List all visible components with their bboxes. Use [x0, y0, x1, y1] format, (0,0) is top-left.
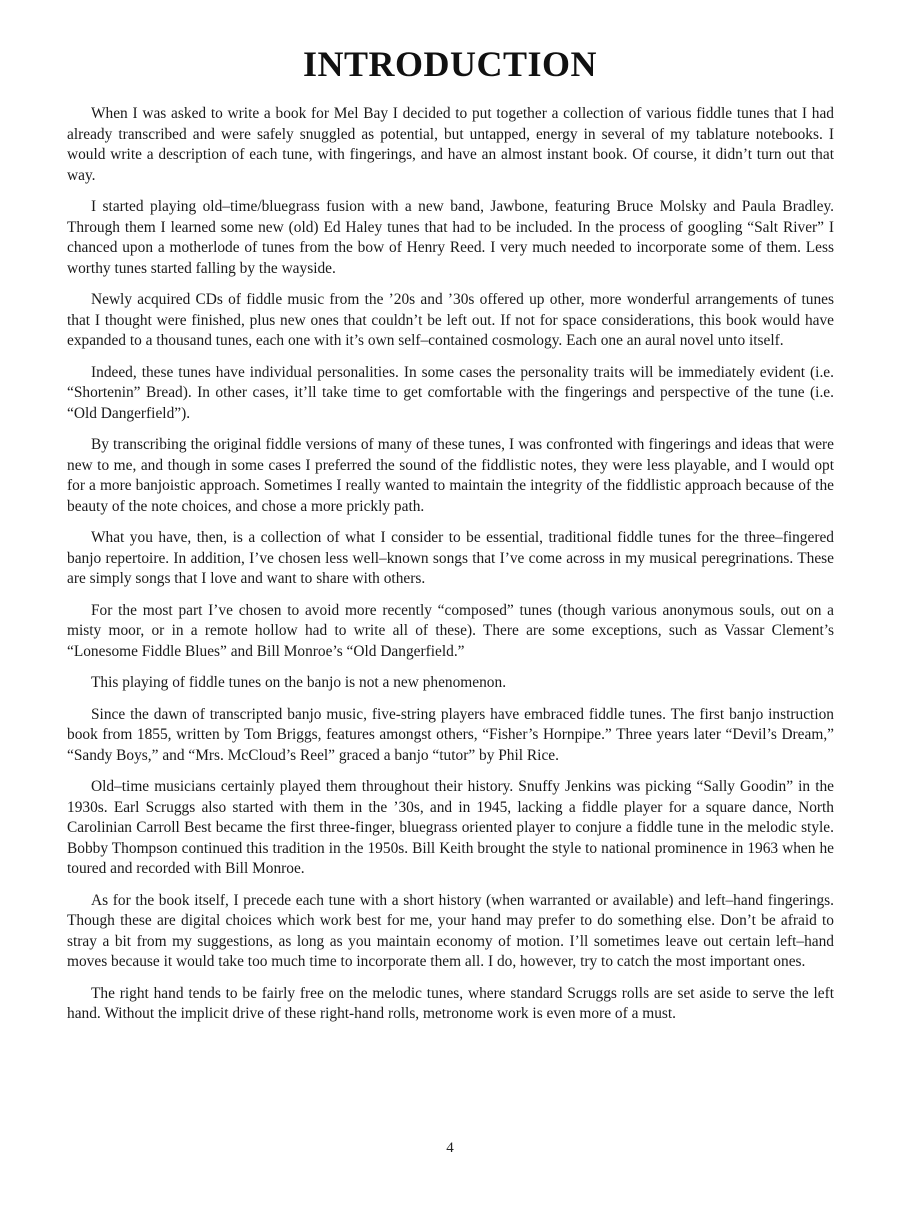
paragraph-8: This playing of fiddle tunes on the banjo is not a new phenomenon.: [91, 674, 507, 691]
paragraph-12: The right hand tends to be fairly free on the melodic tunes, where standard Scruggs rolls are set aside to serve the left hand. Without the implicit drive of these right-hand rolls, metronome work is even more of a must.: [67, 984, 834, 1022]
paragraph-2: I started playing old–time/bluegrass fusion with a new band, Jawbone, featuring Bruce Molsky and Paula Bradley. Through them I learned some new (old) Ed Haley tunes that had to be included. In the process of googling “Salt River” I chanced upon a motherlode of tunes from the bow of Henry Reed. I very much needed to incorporate some of them. Less worthy tunes started falling by the wayside.: [67, 198, 834, 277]
paragraph-1: When I was asked to write a book for Mel Bay I decided to put together a collection of various fiddle tunes that I had already transcribed and were safely snuggled as potential, but untapped, energy in several of my tablature notebooks. I would write a description of each tune, with fingerings, and have an almost instant book. Of course, it didn’t turn out that way.: [67, 105, 834, 184]
paragraph-10: Old–time musicians certainly played them throughout their history. Snuffy Jenkins was picking “Sally Goodin” in the 1930s. Earl Scruggs also started with them in the ’30s, and in 1945, lacking a fiddle player for a square dance, North Carolinian Carroll Best became the first three-finger, bluegrass oriented player to conjure a fiddle tune in the melodic style. Bobby Thompson continued this tradition in the 1950s. Bill Keith brought the style to national prominence in 1963 when he toured and recorded with Bill Monroe.: [67, 778, 834, 877]
paragraph-4: Indeed, these tunes have individual personalities. In some cases the personality traits will be immediately evident (i.e. “Shortenin” Bread). In other cases, it’ll take time to get comfortable with the fingerings and perspective of the tune (i.e. “Old Dangerfield”).: [67, 363, 834, 422]
paragraph-5: By transcribing the original fiddle versions of many of these tunes, I was confronted with fingerings and ideas that were new to me, and though in some cases I preferred the sound of the fiddlistic notes, they were less playable, and I would opt for a more banjoistic approach. Sometimes I really wanted to maintain the integrity of the fiddlistic approach because of the beauty of the note choices, and chose a more prickly path.: [67, 436, 834, 515]
paragraph-11: As for the book itself, I precede each tune with a short history (when warranted or available) and left–hand fingerings. Though these are digital choices which work best for me, your hand may prefer to do something else. Don’t be afraid to stray a bit from my suggestions, as long as you maintain economy of motion. I’ll sometimes leave out certain left–hand moves because it would take too much time to incorporate them all. I do, however, try to catch the most important ones.: [67, 891, 834, 970]
paragraph-7: For the most part I’ve chosen to avoid more recently “composed” tunes (though various anonymous souls, out on a misty moor, or in a remote hollow had to write all of these). There are some exceptions, such as Vassar Clement’s “Lonesome Fiddle Blues” and Bill Monroe’s “Old Dangerfield.”: [67, 601, 834, 660]
page-title: INTRODUCTION: [302, 44, 598, 84]
page-number: 4: [446, 1140, 454, 1156]
paragraph-3: Newly acquired CDs of fiddle music from the ’20s and ’30s offered up other, more wonderful arrangements of tunes that I thought were finished, plus new ones that couldn’t be left out. If not for space considerations, this book would have expanded to a thousand tunes, each one with it’s own self–contained cosmology. Each one an aural novel unto itself.: [67, 291, 834, 349]
paragraph-9: Since the dawn of transcripted banjo music, five-string players have embraced fiddle tunes. The first banjo instruction book from 1855, written by Tom Briggs, features amongst others, “Fisher’s Hornpipe.” Three years later “Devil’s Dream,” “Sandy Boys,” and “Mrs. McCloud’s Reel” graced a banjo “tutor” by Phil Rice.: [67, 705, 834, 764]
paragraph-6: What you have, then, is a collection of what I consider to be essential, traditional fiddle tunes for the three–fingered banjo repertoire. In addition, I’ve chosen less well–known songs that I’ve come across in my musical peregrinations. These are simply songs that I love and want to share with others.: [67, 529, 834, 587]
body-text: [67, 104, 834, 1036]
